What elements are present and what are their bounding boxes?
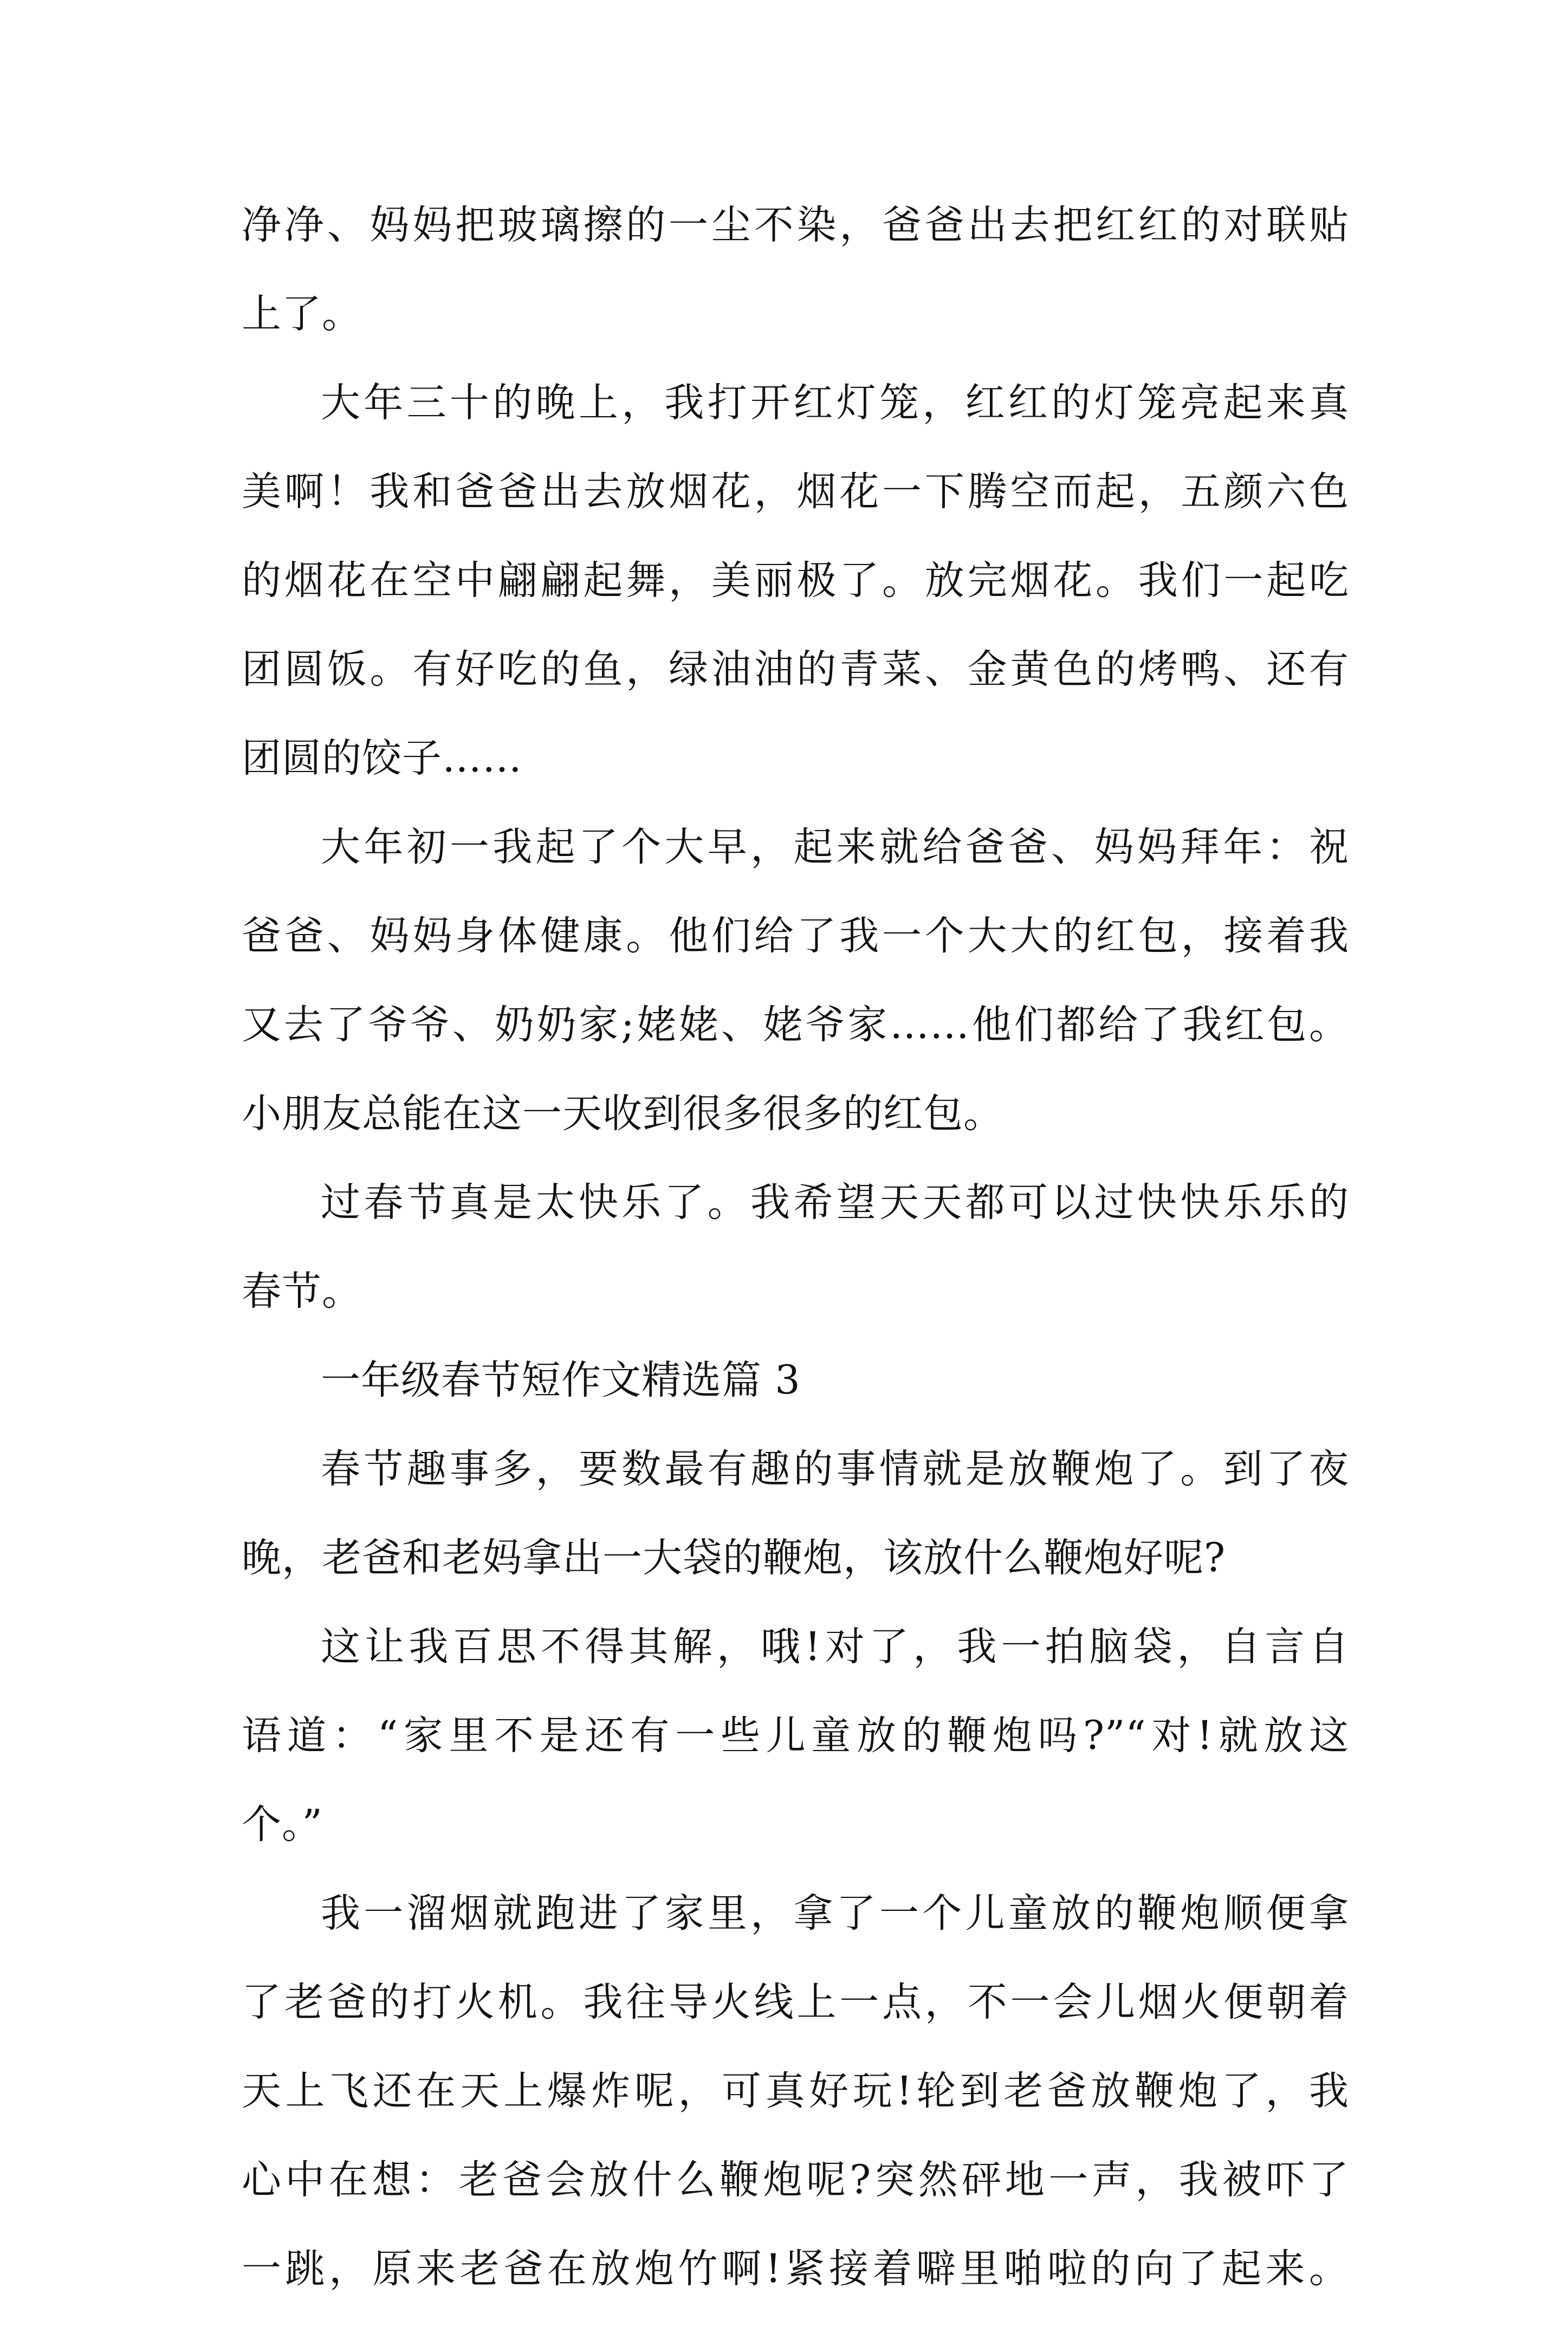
text-line: 语道：“家里不是还有一些儿童放的鞭炮吗?”“对!就放这 (242, 1713, 1349, 1759)
text-line: 个。” (242, 1801, 323, 1848)
text-line: 净净、妈妈把玻璃擦的一尘不染，爸爸出去把红红的对联贴 (242, 202, 1349, 248)
text-line: 春节趣事多，要数最有趣的事情就是放鞭炮了。到了夜 (321, 1446, 1349, 1492)
text-line: 了老爸的打火机。我往导火线上一点，不一会儿烟火便朝着 (242, 1979, 1349, 2025)
text-line: 的烟花在空中翩翩起舞，美丽极了。放完烟花。我们一起吃 (242, 558, 1349, 604)
text-line: 春节。 (242, 1268, 362, 1314)
text-line: 团圆的饺子…… (242, 735, 522, 781)
text-line: 美啊！我和爸爸出去放烟花，烟花一下腾空而起，五颜六色 (242, 469, 1349, 515)
text-line: 爸爸、妈妈身体健康。他们给了我一个大大的红包，接着我 (242, 913, 1349, 959)
text-line: 一跳，原来老爸在放炮竹啊!紧接着噼里啪啦的向了起来。 (242, 2246, 1349, 2292)
text-line: 小朋友总能在这一天收到很多很多的红包。 (242, 1091, 1003, 1137)
text-line: 一年级春节短作文精选篇 3 (321, 1357, 801, 1403)
text-line: 大年三十的晚上，我打开红灯笼，红红的灯笼亮起来真 (321, 380, 1349, 426)
text-line: 我一溜烟就跑进了家里，拿了一个儿童放的鞭炮顺便拿 (321, 1890, 1349, 1936)
text-line: 心中在想：老爸会放什么鞭炮呢?突然砰地一声，我被吓了 (242, 2157, 1349, 2203)
text-line: 天上飞还在天上爆炸呢，可真好玩!轮到老爸放鞭炮了，我 (242, 2068, 1349, 2114)
text-line: 这让我百思不得其解，哦!对了，我一拍脑袋，自言自 (321, 1624, 1349, 1670)
text-line: 晚，老爸和老妈拿出一大袋的鞭炮，该放什么鞭炮好呢? (242, 1535, 1226, 1581)
text-line: 大年初一我起了个大早，起来就给爸爸、妈妈拜年：祝 (321, 824, 1349, 870)
essay-body (242, 200, 1349, 2333)
text-line: 上了。 (242, 291, 362, 337)
text-line: 团圆饭。有好吃的鱼，绿油油的青菜、金黄色的烤鸭、还有 (242, 646, 1349, 692)
text-line: 又去了爷爷、奶奶家;姥姥、姥爷家……他们都给了我红包。 (242, 1002, 1349, 1048)
text-line: 过春节真是太快乐了。我希望天天都可以过快快乐乐的 (321, 1180, 1349, 1226)
